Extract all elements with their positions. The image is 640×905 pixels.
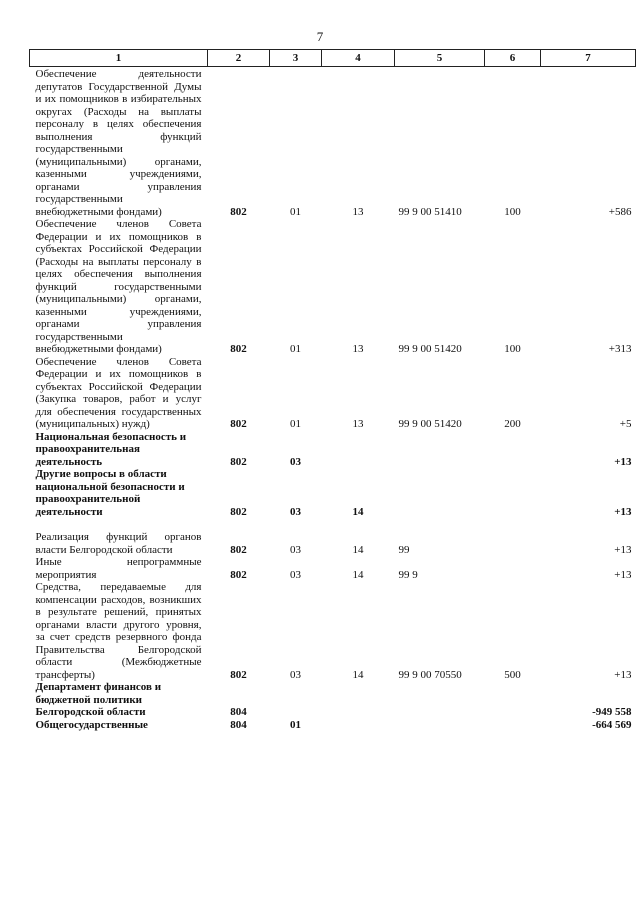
row-expense-type: 100 <box>504 343 521 355</box>
row-expense-type: 100 <box>504 205 521 218</box>
row-amount: +586 <box>608 205 632 218</box>
row-amount: +13 <box>614 568 632 581</box>
row-subsection: 13 <box>352 205 364 218</box>
row-amount: -664 569 <box>592 718 632 731</box>
header-col-6: 6 <box>485 50 541 67</box>
row-name: Реализация функций органов власти Белгородской области <box>35 531 202 556</box>
row-admin-code: 802 <box>230 343 247 355</box>
row-subsection: 13 <box>352 418 364 430</box>
header-col-5: 5 <box>395 50 485 67</box>
row-section: 01 <box>290 343 301 355</box>
budget-table <box>29 49 636 731</box>
row-admin-code: 802 <box>230 668 247 681</box>
table-row <box>30 719 636 732</box>
row-amount: +13 <box>614 505 632 518</box>
row-subsection <box>322 431 395 469</box>
table-header-row <box>30 50 636 67</box>
row-target-article: 99 <box>398 543 410 556</box>
row-expense-type <box>485 431 541 469</box>
header-col-4: 4 <box>322 50 395 67</box>
table-row <box>30 431 636 469</box>
row-subsection: 14 <box>352 543 364 556</box>
row-amount: +13 <box>614 455 632 468</box>
table-row <box>30 681 636 719</box>
row-admin-code: 802 <box>230 543 247 556</box>
row-section: 03 <box>290 505 301 518</box>
row-section: 03 <box>290 568 301 581</box>
row-section: 01 <box>290 718 301 731</box>
row-admin-code: 804 <box>230 718 247 731</box>
page-number: 7 <box>316 29 324 44</box>
row-section: 03 <box>290 668 301 681</box>
row-expense-type <box>485 518 541 556</box>
row-section <box>270 681 322 719</box>
row-amount: +5 <box>619 418 632 430</box>
row-expense-type <box>485 556 541 581</box>
row-admin-code: 802 <box>230 205 247 218</box>
row-admin-code: 802 <box>230 455 247 468</box>
table-row <box>30 218 636 356</box>
row-amount: +13 <box>614 668 632 681</box>
row-name: Обеспечение членов Совета Федерации и их помощников в субъектах Российской Федерации (Закупка товаров, работ и услуг для обеспечения государственных (муниципальных) нужд) <box>35 355 202 430</box>
row-name: Обеспечение членов Совета Федерации и их помощников в субъектах Российской Федерации (Расходы на выплаты персоналу в целях обеспечения выполнения функций государственными (муниципальными) органами, казенными учреждениями, органами управления государственными внебюджетными фондами) <box>35 218 202 355</box>
row-subsection: 14 <box>352 568 364 581</box>
row-amount: -949 558 <box>592 706 632 718</box>
row-expense-type: 200 <box>504 418 521 430</box>
table-row <box>30 468 636 518</box>
row-target-article <box>395 431 485 469</box>
row-target-article: 99 9 00 70550 <box>398 668 462 681</box>
table-row <box>30 518 636 556</box>
row-name: Департамент финансов и бюджетной политики Белгородской области <box>35 681 162 718</box>
row-expense-type <box>485 719 541 732</box>
row-section: 01 <box>290 418 301 430</box>
table-row <box>30 67 636 219</box>
row-subsection <box>322 681 395 719</box>
row-section: 01 <box>290 205 301 218</box>
row-section: 03 <box>290 455 301 468</box>
row-name: Национальная безопасность и правоохранительная деятельность <box>35 430 187 468</box>
row-expense-type <box>485 681 541 719</box>
row-section: 03 <box>290 543 301 556</box>
row-target-article <box>395 468 485 518</box>
row-admin-code: 802 <box>230 505 247 518</box>
row-subsection: 13 <box>352 343 364 355</box>
header-col-3: 3 <box>270 50 322 67</box>
table-body <box>30 67 636 732</box>
row-name: Иные непрограммные мероприятия <box>35 556 202 581</box>
row-target-article: 99 9 00 51410 <box>398 205 462 218</box>
row-subsection: 14 <box>352 505 364 518</box>
row-target-article: 99 9 00 51420 <box>398 343 462 355</box>
row-name: Средства, передаваемые для компенсации расходов, возникших в результате решений, принятых органами власти другого уровня, за счет средств резервного фонда Правительства Белгородской области (Межбюджетные трансферты) <box>35 581 202 681</box>
row-name: Обеспечение деятельности депутатов Государственной Думы и их помощников в избирательных округах (Расходы на выплаты персоналу в целях обеспечения выполнения функций государственными (муниципальными) органами, казенными учреждениями, органами управления государственными внебюджетными фондами) <box>35 68 202 218</box>
header-col-2: 2 <box>208 50 270 67</box>
row-subsection: 14 <box>352 668 364 681</box>
table-row <box>30 581 636 681</box>
row-name: Другие вопросы в области национальной безопасности и правоохранительной деятельности <box>35 468 185 518</box>
row-amount: +313 <box>608 343 632 355</box>
header-col-1: 1 <box>30 50 208 67</box>
row-amount: +13 <box>614 543 632 556</box>
row-target-article <box>395 719 485 732</box>
row-admin-code: 802 <box>230 568 247 581</box>
row-admin-code: 802 <box>230 418 247 430</box>
row-expense-type: 500 <box>504 668 521 681</box>
row-expense-type <box>485 468 541 518</box>
row-target-article: 99 9 00 51420 <box>398 418 462 430</box>
row-name: Общегосударственные <box>35 718 148 731</box>
row-target-article <box>395 681 485 719</box>
row-subsection <box>322 719 395 732</box>
table-row <box>30 356 636 431</box>
row-admin-code: 804 <box>230 706 247 718</box>
header-col-7: 7 <box>541 50 636 67</box>
table-row <box>30 556 636 581</box>
row-target-article: 99 9 <box>398 568 418 581</box>
